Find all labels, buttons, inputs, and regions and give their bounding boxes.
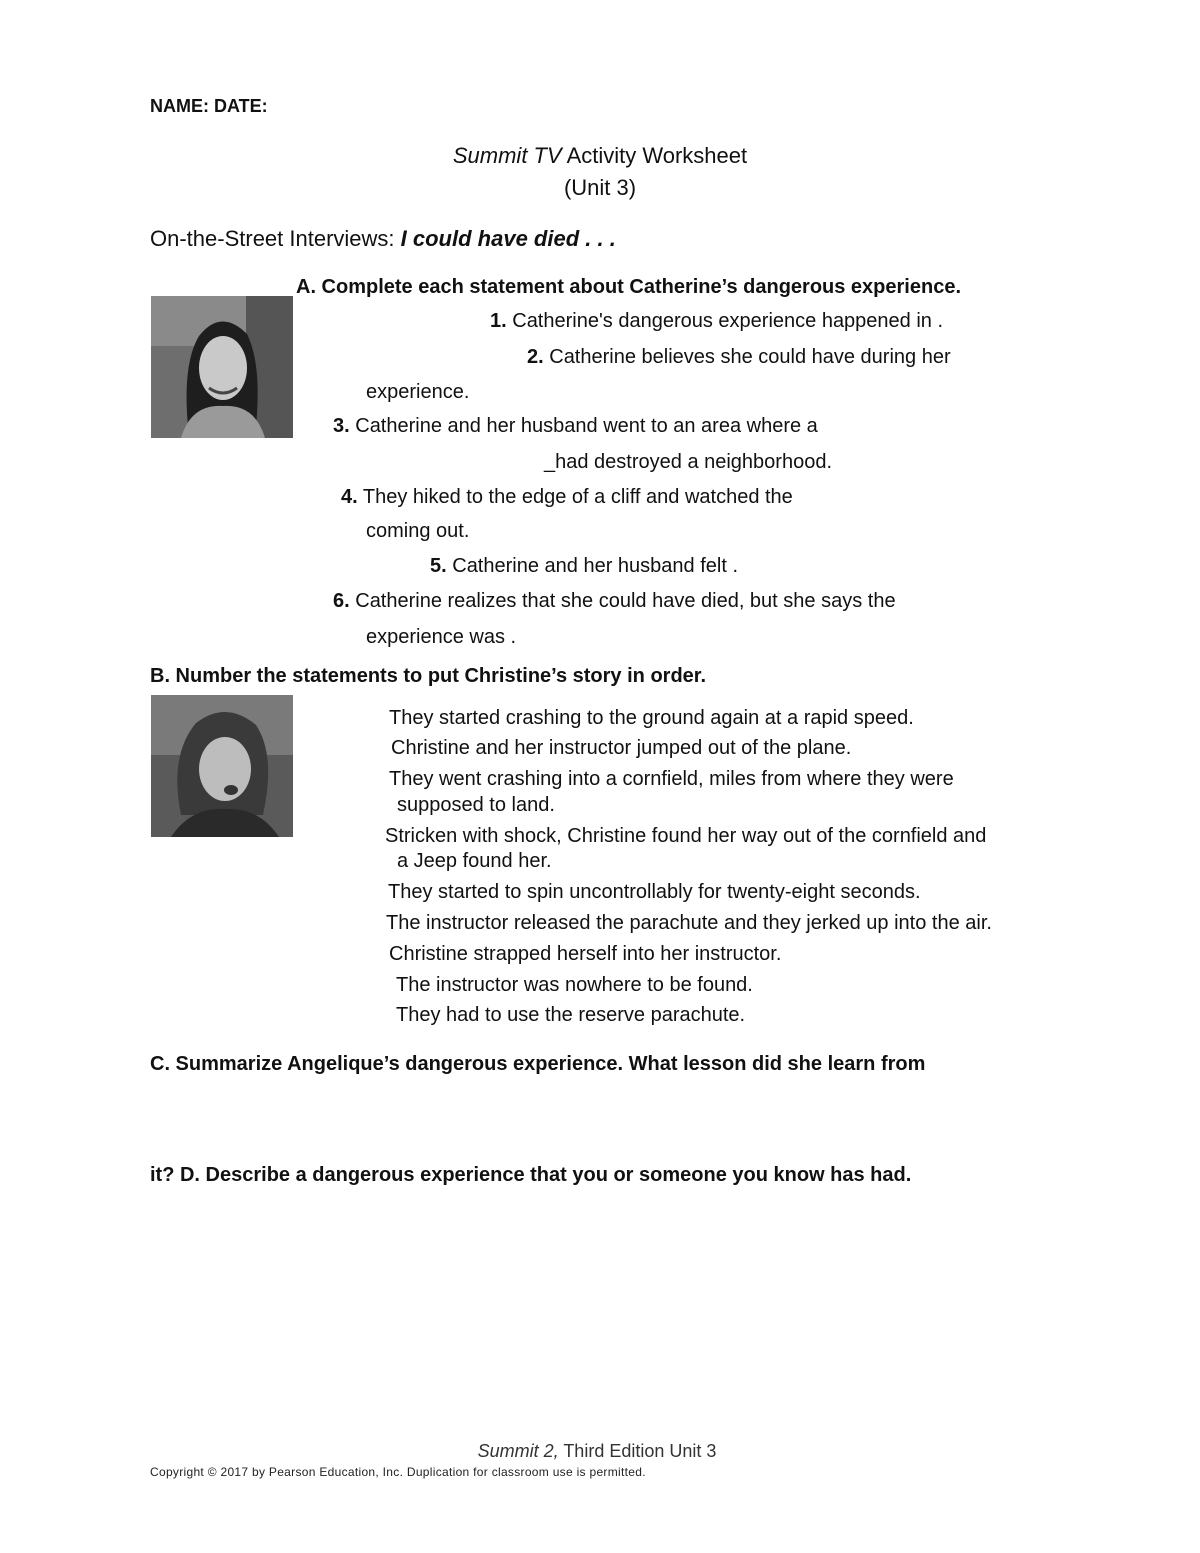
subtitle-italic: I could have died . . . [400,226,616,251]
footer-book: Summit 2, Third Edition Unit 3 [477,1441,717,1461]
footer-copyright: Copyright © 2017 by Pearson Education, Inc. Duplication for classroom use is permitted. [150,1465,646,1479]
a-item-3-cont: _had destroyed a neighborhood. [544,451,833,473]
section-d-heading: it? D. Describe a dangerous experience that you or someone you know has had. [150,1164,912,1186]
b-statement-9: They had to use the reserve parachute. [396,1004,746,1026]
title-italic: Summit TV [452,143,562,168]
a-item-4-cont: coming out. [366,520,470,542]
a-item-1: 1. Catherine's dangerous experience happened in . [490,310,944,332]
b-statement-5: They started to spin uncontrollably for twenty-eight seconds. [388,881,921,903]
a-item-6-cont: experience was . [366,626,517,648]
b-statement-2: Christine and her instructor jumped out of the plane. [391,737,852,759]
catherine-photo [151,296,293,438]
christine-photo [151,695,293,837]
a-item-3: 3. Catherine and her husband went to an area where a [333,415,818,437]
a-item-6: 6. Catherine realizes that she could have died, but she says the [333,590,896,612]
unit-label: (Unit 3) [563,175,637,200]
b-statement-3-cont: supposed to land. [397,794,555,816]
worksheet-title [0,143,1200,169]
subtitle [150,226,616,252]
title-rest: Activity Worksheet [561,143,748,168]
section-c-heading: C. Summarize Angelique’s dangerous experience. What lesson did she learn from [150,1053,926,1075]
section-b-heading: B. Number the statements to put Christine’s story in order. [150,665,707,687]
b-statement-1: They started crashing to the ground again at a rapid speed. [389,707,914,729]
name-date-line: NAME: DATE: [150,96,268,116]
a-item-5: 5. Catherine and her husband felt . [430,555,738,577]
b-statement-7: Christine strapped herself into her instructor. [389,943,782,965]
a-item-4: 4. They hiked to the edge of a cliff and watched the [341,486,793,508]
a-item-2-cont: experience. [366,381,470,403]
b-statement-4: Stricken with shock, Christine found her way out of the cornfield and [385,825,987,847]
subtitle-prefix: On-the-Street Interviews: [150,226,401,251]
b-statement-4-cont: a Jeep found her. [397,850,552,872]
b-statement-3: They went crashing into a cornfield, miles from where they were [389,768,954,790]
b-statement-6: The instructor released the parachute and they jerked up into the air. [386,912,992,934]
section-a-heading: A. Complete each statement about Catherine’s dangerous experience. [296,276,961,298]
a-item-2: 2. Catherine believes she could have during her [527,346,951,368]
b-statement-8: The instructor was nowhere to be found. [396,974,753,996]
